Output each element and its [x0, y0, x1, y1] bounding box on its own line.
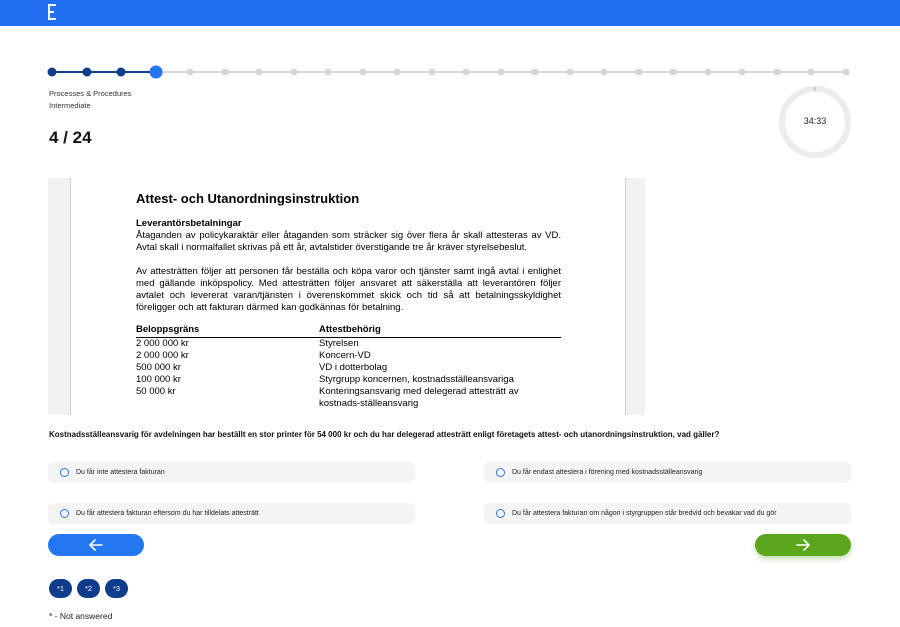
question-counter: 4 / 24	[49, 128, 92, 147]
arrow-left-icon	[89, 539, 103, 551]
quiz-level: Intermediate	[49, 101, 91, 110]
next-button[interactable]	[755, 534, 851, 556]
progress-connector	[225, 71, 260, 73]
answer-option[interactable]	[48, 462, 415, 483]
top-bar	[0, 0, 900, 26]
question-nav-1[interactable]: *1	[49, 579, 72, 598]
table-cell: VD i dotterbolag	[319, 362, 388, 373]
timer-value: 34:33	[803, 116, 827, 126]
document-title: Attest- och Utanordningsinstruktion	[136, 191, 360, 206]
document-paragraph: Åtaganden av policykaraktär eller åtaganden som sträcker sig över flera år skall attesteras av VD. Avtal skall i normalfallet skrivas på ett år, avtalstider överstigande tre år kräver styrelsebeslut.	[136, 230, 561, 253]
progress-connector	[259, 71, 294, 73]
progress-connector	[639, 71, 674, 73]
progress-step	[497, 69, 504, 76]
table-cell: 2 000 000 kr	[136, 350, 189, 361]
table-row	[136, 350, 561, 362]
progress-step	[149, 66, 162, 79]
answer-option-label: Du får attestera fakturan eftersom du har tilldelats attesträtt	[76, 510, 259, 517]
table-row	[136, 338, 561, 350]
progress-connector	[363, 71, 398, 73]
back-button[interactable]	[48, 534, 144, 556]
table-cell: Konteringsansvarig med delegerad attesträtt av kostnads-ställeansvarig	[319, 386, 519, 409]
progress-connector	[570, 71, 605, 73]
radio-button[interactable]	[496, 468, 505, 477]
progress-connector	[708, 71, 743, 73]
table-header-cell: Beloppsgräns	[136, 324, 200, 335]
progress-connector	[777, 71, 812, 73]
question-text: Kostnadsställeansvarig för avdelningen har beställt en stor printer för 54 000 kr och du har delegerad attesträtt enligt företagets attest- och utanordningsinstruktion, vad gäller?	[49, 430, 720, 439]
progress-connector	[604, 71, 639, 73]
progress-connector	[328, 71, 363, 73]
table-cell: 2 000 000 kr	[136, 338, 189, 349]
table-cell: 50 000 kr	[136, 386, 176, 397]
arrow-right-icon	[796, 539, 810, 551]
progress-step	[463, 69, 470, 76]
authority-table	[136, 324, 561, 410]
answer-option-label: Du får endast attestera i förening med kostnadsställeansvarig	[512, 469, 703, 476]
table-header-cell: Attestbehörig	[319, 324, 381, 335]
progress-stepper	[48, 64, 850, 80]
progress-connector	[501, 71, 536, 73]
progress-connector	[466, 71, 501, 73]
progress-step	[82, 68, 91, 77]
brand-logo-icon[interactable]	[48, 4, 58, 20]
table-cell: 100 000 kr	[136, 374, 181, 385]
progress-connector	[432, 71, 467, 73]
progress-step	[843, 69, 850, 76]
progress-step	[325, 69, 332, 76]
progress-step	[117, 68, 126, 77]
progress-step	[808, 69, 815, 76]
progress-step	[532, 69, 539, 76]
progress-step	[221, 69, 228, 76]
question-nav-2[interactable]: *2	[77, 579, 100, 598]
progress-connector	[190, 71, 225, 73]
answer-option[interactable]	[48, 503, 415, 524]
progress-step	[394, 69, 401, 76]
table-cell: Styrgrupp koncernen, kostnadsställeansvariga	[319, 374, 514, 385]
progress-step	[566, 69, 573, 76]
radio-button[interactable]	[496, 509, 505, 518]
progress-connector	[535, 71, 570, 73]
question-nav-3[interactable]: *3	[105, 579, 128, 598]
progress-step	[256, 69, 263, 76]
progress-connector	[673, 71, 708, 73]
table-row	[136, 386, 561, 410]
progress-connector	[742, 71, 777, 73]
answer-option[interactable]	[484, 503, 851, 524]
progress-step	[704, 69, 711, 76]
progress-step	[773, 69, 780, 76]
progress-step	[359, 69, 366, 76]
progress-step	[187, 69, 194, 76]
answer-option[interactable]	[484, 462, 851, 483]
radio-button[interactable]	[60, 468, 69, 477]
countdown-timer	[779, 86, 851, 158]
progress-step	[670, 69, 677, 76]
answer-option-label: Du får attestera fakturan om någon i styrgruppen står bredvid och bevakar vad du gör	[512, 510, 777, 517]
table-cell: Koncern-VD	[319, 350, 371, 361]
progress-step	[601, 69, 608, 76]
document-paragraph: Av attesträtten följer att personen får beställa och köpa varor och tjänster samt ingå avtal i enlighet med gällande inköpspolicy. Med attesträtten följer ansvaret att säkerställa att leverantören följer avtalet och levererat varan/tjänsten i överenskommet skick och tid så att betalningsskyldighet föreligger och att fakturan därmed kan godkännas för betalning.	[136, 266, 561, 313]
radio-button[interactable]	[60, 509, 69, 518]
progress-step	[428, 69, 435, 76]
timer-marker	[814, 87, 816, 91]
table-header	[136, 324, 561, 338]
legend-note: * - Not answered	[49, 611, 113, 621]
progress-step	[739, 69, 746, 76]
quiz-category: Processes & Procedures	[49, 89, 132, 98]
table-cell: 500 000 kr	[136, 362, 181, 373]
answer-option-label: Du får inte attestera fakturan	[76, 469, 165, 476]
table-row	[136, 374, 561, 386]
table-cell: Styrelsen	[319, 338, 359, 349]
document-section-heading: Leverantörsbetalningar	[136, 218, 242, 229]
progress-step	[635, 69, 642, 76]
table-row	[136, 362, 561, 374]
progress-connector	[294, 71, 329, 73]
progress-step	[290, 69, 297, 76]
progress-connector	[397, 71, 432, 73]
progress-step	[48, 68, 57, 77]
quiz-meta	[49, 88, 132, 112]
progress-connector	[811, 71, 846, 73]
